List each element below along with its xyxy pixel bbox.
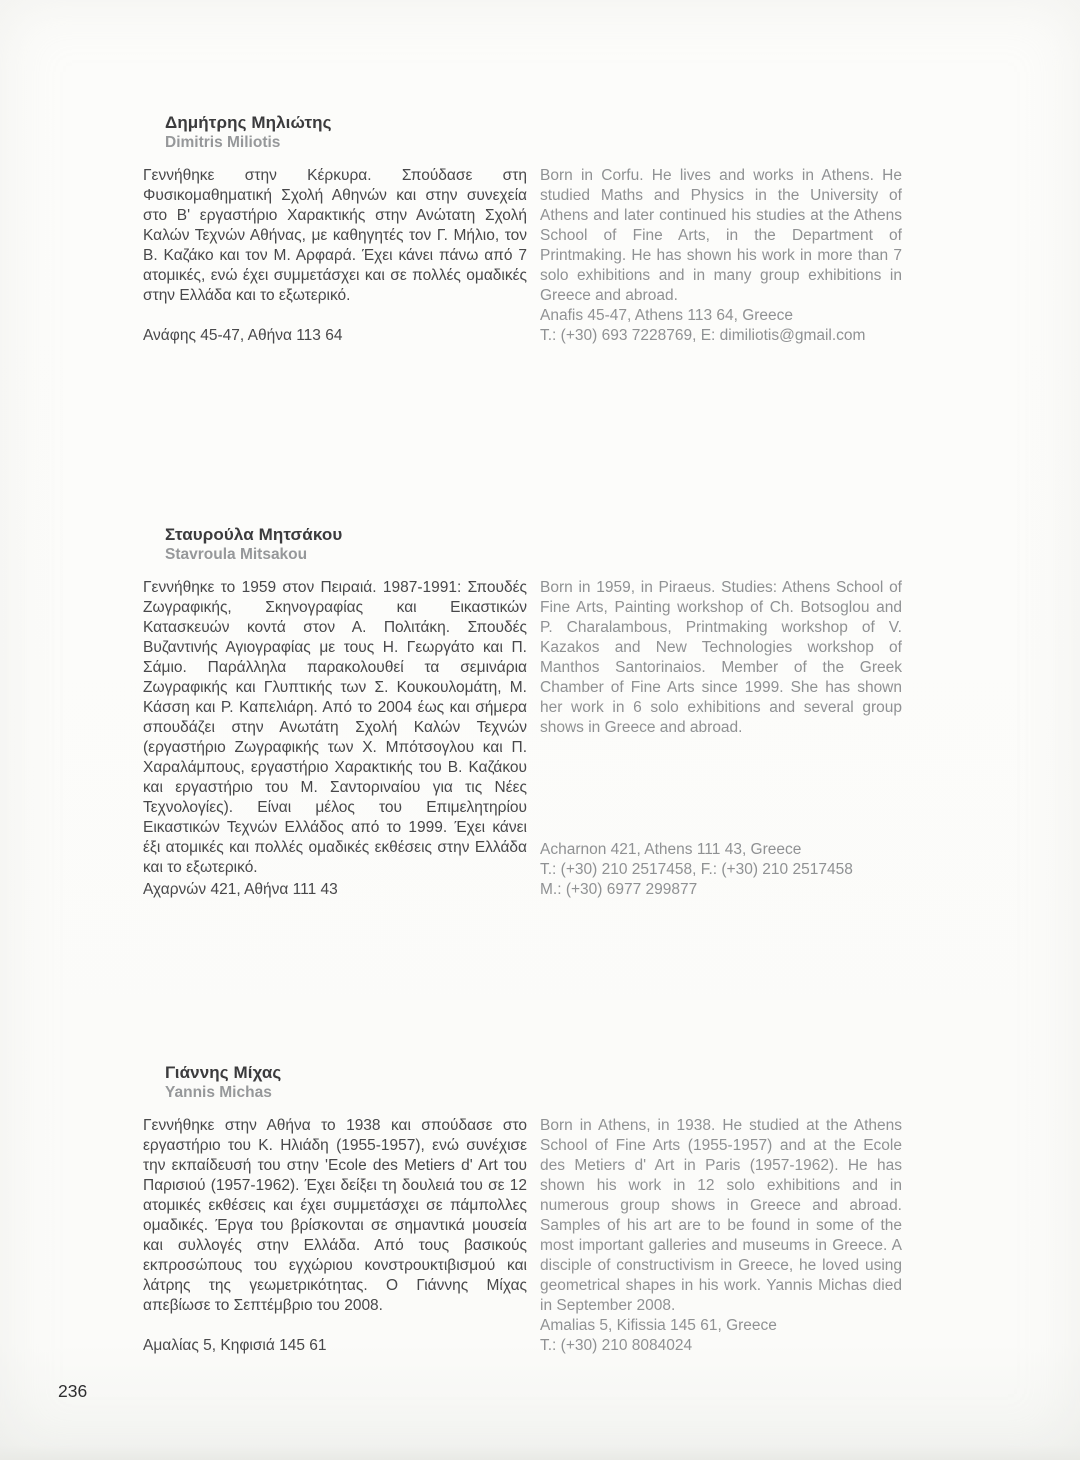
artist-name-english: Stavroula Mitsakou bbox=[165, 546, 308, 563]
address-greek: Αχαρνών 421, Αθήνα 111 43 bbox=[143, 881, 338, 898]
bio-greek: Γεννήθηκε στην Κέρκυρα. Σπούδασε στη Φυσικομαθηματική Σχολή Αθηνών και στην συνεχεία στο Β' εργαστήριο Χαρακτικής στην Ανώτατη Σχολή Καλών Τεχνών Αθήνας, με καθηγητές τον Γ. Μήλιο, τον Β. Καζάκο και τον Μ. Αρφαρά. Έχει κάνει πάνω από 7 ατομικές, ενώ έχει συμμετάσχει και σε πολλές ομαδικές στην Ελλάδα και το εξωτερικό. bbox=[143, 167, 527, 304]
address-line: T.: (+30) 693 7228769, E: dimiliotis@gmail.com bbox=[540, 327, 866, 344]
entry-header bbox=[165, 1062, 907, 1103]
address-greek: Ανάφης 45-47, Αθήνα 113 64 bbox=[143, 327, 343, 344]
address-line: T.: (+30) 210 2517458, F.: (+30) 210 2517458 bbox=[540, 861, 853, 878]
entry-body bbox=[143, 1116, 907, 1356]
entry-header bbox=[165, 112, 907, 153]
bio-english: Born in 1959, in Piraeus. Studies: Athens School of Fine Arts, Painting workshop of Ch. Botsoglou and P. Charalambous, Printmaking workshop of V. Kazakos and New Technologies workshop of Manthos Santorinaios. Member of the Greek Chamber of Fine Arts since 1999. She has shown her work in 6 solo exhibitions and several group shows in Greece and abroad. bbox=[540, 579, 902, 736]
address-line: Anafis 45-47, Athens 113 64, Greece bbox=[540, 307, 794, 324]
address-english bbox=[540, 306, 902, 346]
artist-name-english: Yannis Michas bbox=[165, 1084, 272, 1101]
entry-body bbox=[143, 166, 907, 346]
greek-column bbox=[143, 1116, 527, 1356]
page-number: 236 bbox=[58, 1381, 88, 1401]
address-greek: Αμαλίας 5, Κηφισιά 145 61 bbox=[143, 1337, 327, 1354]
english-column bbox=[540, 1116, 902, 1356]
bio-greek: Γεννήθηκε στην Αθήνα το 1938 και σπούδασε στο εργαστήριο του Κ. Ηλιάδη (1955-1957), ενώ συνέχισε την εκπαίδευσή του στην 'Ecole des Metiers d' Art του Παρισιού (1957-1962). Έχει δείξει τη δουλειά του σε 12 ατομικές εκθέσεις και έχει συμμετάσχει σε πάμπολλες ομαδικές. Έργα του βρίσκονται σε σημαντικά μουσεία και συλλογές στην Ελλάδα. Από τους βασικούς εκπροσώπους του εγχώριου κονστρουκτιβισμού και λάτρης της γεωμετρικότητας. Ο Γιάννης Μίχας απεβίωσε το Σεπτέμβριο του 2008. bbox=[143, 1117, 527, 1314]
address-line: M.: (+30) 6977 299877 bbox=[540, 881, 698, 898]
address-english bbox=[540, 1316, 902, 1356]
bio-greek: Γεννήθηκε το 1959 στον Πειραιά. 1987-1991: Σπουδές Ζωγραφικής, Σκηνογραφίας και Εικαστικών Κατασκευών κοντά στον Α. Πολιτάκη. Σπουδές Βυζαντινής Αγιογραφίας με τους Η. Γεωργάτο και Π. Σάμιο. Παράλληλα παρακολουθεί τα σεμινάρια Ζωγραφικής και Γλυπτικής των Σ. Κουκουλομάτη, Μ. Κάσση και Ρ. Καπελιάρη. Από το 2004 έως και σήμερα σπουδάζει στην Ανωτάτη Σχολή Καλών Τεχνών (εργαστήριο Ζωγραφικής των Χ. Μπότσογλου και Π. Χαραλάμπους, εργαστήριο Χαρακτικής του Β. Καζάκου και εργαστήριο του Μ. Σαντοριναίου για τις Νέες Τεχνολογίες). Είναι μέλος του Επιμελητηρίου Εικαστικών Τεχνών Ελλάδος από το 1999. Έχει κάνει έξι ατομικές και πολλές ομαδικές εκθέσεις στην Ελλάδα και το εξωτερικό. bbox=[143, 579, 527, 876]
address-english bbox=[540, 840, 902, 900]
bio-english: Born in Corfu. He lives and works in Athens. He studied Maths and Physics in the University of Athens and later continued his studies at the Athens School of Fine Arts, in the Department of Printmaking. He has shown his work in more than 7 solo exhibitions and in many group exhibitions in Greece and abroad. bbox=[540, 167, 902, 304]
artist-name-greek: Δημήτρης Μηλιώτης bbox=[165, 113, 332, 132]
artist-name-greek: Σταυρούλα Μητσάκου bbox=[165, 525, 343, 544]
address-line: Acharnon 421, Athens 111 43, Greece bbox=[540, 841, 802, 858]
artist-entry-michas bbox=[143, 1062, 907, 1356]
artist-name-greek: Γιάννης Μίχας bbox=[165, 1063, 282, 1082]
artist-name-english: Dimitris Miliotis bbox=[165, 134, 281, 151]
address-line: Amalias 5, Kifissia 145 61, Greece bbox=[540, 1317, 777, 1334]
entry-header bbox=[165, 524, 907, 565]
artist-entry-mitsakou bbox=[143, 524, 907, 900]
bio-english: Born in Athens, in 1938. He studied at the Athens School of Fine Arts (1955-1957) and at the Ecole des Metiers d' Art in Paris (1957-1962). He has shown his work in 12 solo exhibitions and in numerous group shows in Greece and abroad. Samples of his art are to be found in some of the most important galleries and museums in Greece. A disciple of constructivism in Greece, he loved using geometrical shapes in his work. Yannis Michas died in September 2008. bbox=[540, 1117, 902, 1314]
artist-entry-miliotis bbox=[143, 112, 907, 346]
greek-column bbox=[143, 578, 527, 900]
entry-body bbox=[143, 578, 907, 900]
scan-bottom-edge bbox=[0, 1445, 1080, 1460]
english-column bbox=[540, 166, 902, 346]
address-line: T.: (+30) 210 8084024 bbox=[540, 1337, 693, 1354]
english-column bbox=[540, 578, 902, 900]
greek-column bbox=[143, 166, 527, 346]
